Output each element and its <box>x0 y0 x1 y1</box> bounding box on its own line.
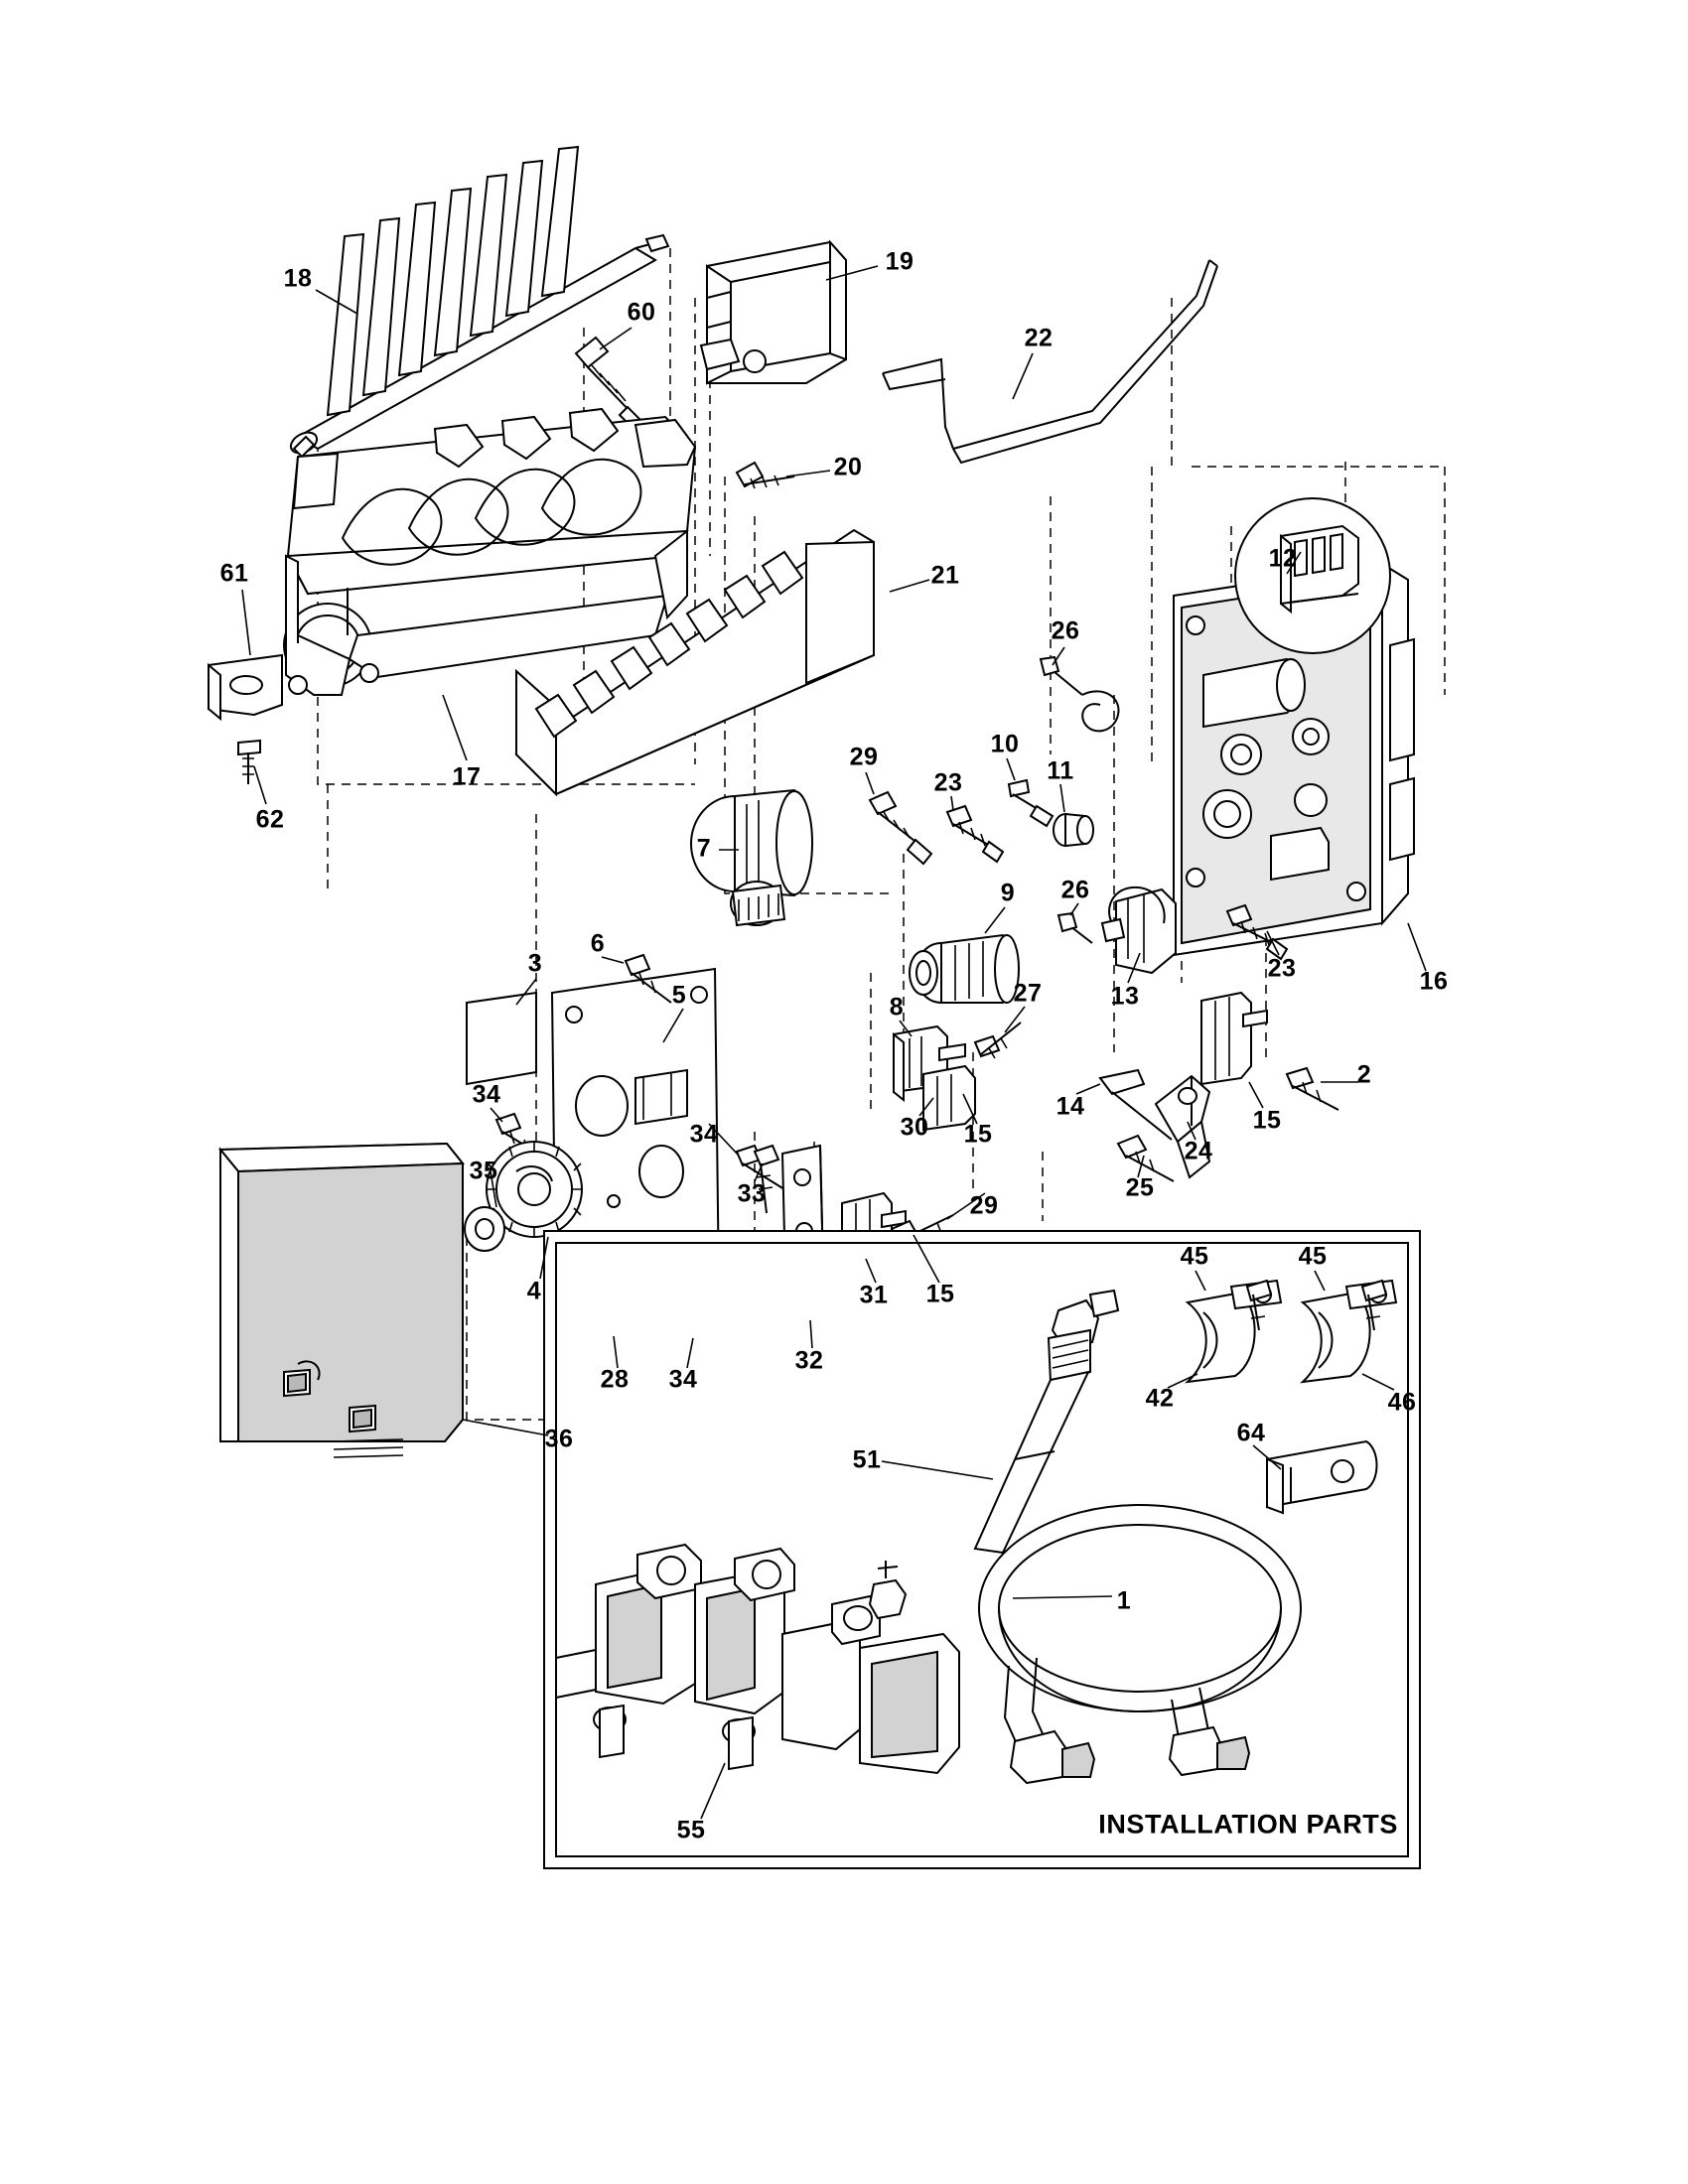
callout-28: 28 <box>600 1365 630 1394</box>
callout-14: 14 <box>1055 1092 1085 1121</box>
callout-22: 22 <box>1024 324 1054 352</box>
part-2-screw <box>1287 1068 1338 1110</box>
callout-20: 20 <box>833 453 863 481</box>
callout-34: 34 <box>472 1080 501 1109</box>
callout-34-c: 34 <box>668 1365 698 1394</box>
callout-24: 24 <box>1184 1137 1213 1165</box>
callout-7: 7 <box>696 834 712 863</box>
callout-34-b: 34 <box>689 1120 719 1149</box>
callout-60: 60 <box>627 298 656 327</box>
part-20-screw <box>737 463 794 488</box>
callout-19: 19 <box>885 247 914 276</box>
callout-64: 64 <box>1236 1419 1266 1447</box>
part-19-shroud <box>701 242 846 383</box>
part-26-clip-b <box>1058 913 1092 943</box>
part-11-bushing <box>1054 814 1093 846</box>
part-18-ejector-blades <box>287 147 668 458</box>
callout-45-b: 45 <box>1298 1242 1328 1271</box>
callout-30: 30 <box>900 1113 929 1142</box>
callout-18: 18 <box>283 264 313 293</box>
part-35-grommet <box>465 1207 504 1251</box>
part-12-connector-detail <box>1235 498 1390 653</box>
callout-51: 51 <box>852 1445 882 1474</box>
callout-61: 61 <box>219 559 249 588</box>
callout-26-b: 26 <box>1060 876 1090 904</box>
part-3-insulator <box>467 993 536 1084</box>
callout-42: 42 <box>1145 1384 1175 1413</box>
callout-15-b: 15 <box>963 1120 993 1149</box>
installation-parts-title: INSTALLATION PARTS <box>1098 1809 1398 1840</box>
callout-5: 5 <box>671 981 687 1010</box>
callout-10: 10 <box>990 730 1020 758</box>
callout-9: 9 <box>1000 879 1016 907</box>
callout-1: 1 <box>1116 1586 1132 1615</box>
callout-21: 21 <box>930 561 960 590</box>
callout-2: 2 <box>1356 1060 1372 1089</box>
callout-46: 46 <box>1387 1388 1417 1417</box>
part-61-clip <box>209 655 282 719</box>
callout-55: 55 <box>676 1816 706 1844</box>
callout-15: 15 <box>1252 1106 1282 1135</box>
callout-23-b: 23 <box>1267 954 1297 983</box>
callout-8: 8 <box>889 993 905 1022</box>
callout-31: 31 <box>859 1281 889 1309</box>
callout-13: 13 <box>1110 982 1140 1011</box>
callout-6: 6 <box>590 929 606 958</box>
callout-3: 3 <box>527 949 543 978</box>
callout-16: 16 <box>1419 967 1449 996</box>
callout-62: 62 <box>255 805 285 834</box>
callout-33: 33 <box>737 1179 767 1208</box>
callout-23: 23 <box>933 768 963 797</box>
callout-29-b: 29 <box>969 1191 999 1220</box>
callout-25: 25 <box>1125 1173 1155 1202</box>
callout-36: 36 <box>544 1425 574 1453</box>
callout-27: 27 <box>1013 979 1043 1008</box>
callout-26: 26 <box>1051 616 1080 645</box>
callout-45: 45 <box>1180 1242 1209 1271</box>
callout-12: 12 <box>1268 544 1298 573</box>
installation-parts-panel <box>544 1231 1420 1868</box>
callout-32: 32 <box>794 1346 824 1375</box>
callout-35: 35 <box>469 1157 498 1185</box>
part-27-screw <box>975 1023 1021 1058</box>
part-22-bail-arm <box>883 260 1217 463</box>
callout-15-c: 15 <box>925 1280 955 1308</box>
part-10-pin <box>1009 780 1053 826</box>
part-62-screw <box>238 741 260 784</box>
part-13-clamp <box>1102 887 1176 973</box>
part-15-switch-right <box>1201 993 1267 1084</box>
part-36-ice-container <box>220 1144 463 1457</box>
callout-29: 29 <box>849 743 879 771</box>
callout-17: 17 <box>452 762 482 791</box>
callout-11: 11 <box>1047 756 1074 785</box>
callout-4: 4 <box>526 1277 542 1305</box>
part-9-solenoid <box>910 935 1019 1003</box>
part-26-clip-a <box>1041 657 1119 731</box>
part-29-screws <box>870 792 931 864</box>
part-23-screw-a <box>947 806 1003 862</box>
